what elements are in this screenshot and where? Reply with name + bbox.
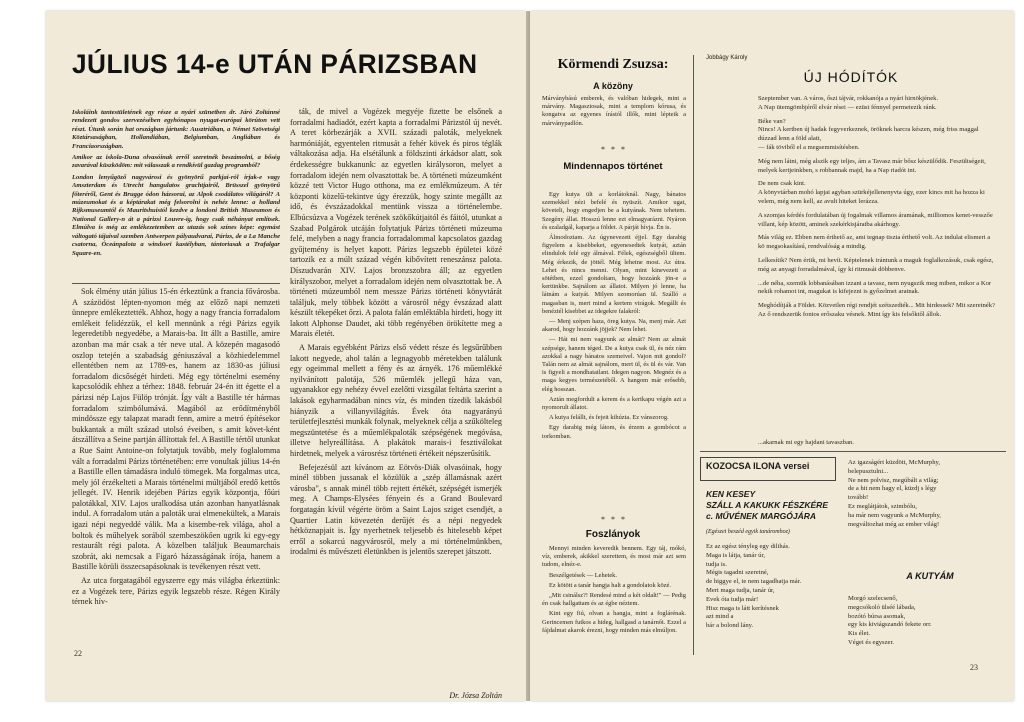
body-paragraph: Az utca forgatagából egyszerre egy más világba érkeztünk: ez a Vogézek tere, Párizs egyik legszebb része. Régen Király térnek hív- bbox=[72, 576, 280, 607]
story-paragraph: Aztán megfordult a kerem és a kertkapu végén azt a nyomorult állatot. bbox=[542, 395, 686, 412]
poet-name: Jobbágy Károly bbox=[706, 55, 748, 61]
story-paragraph: Álmodoztam. Az úgynevezett éjjel. Egy darabig figyelem a kisebbeket, egyenesedtek kutyát, aztán elindulok felé egy álmával. Félek, egészségből ültem. Még érkezik, de jöttél. Még lehetne most. Az útra. Lehet és nincs menni. Olyan, mint kinevezett a sötétben, ezzel gondoltam, hogy hozzánk jön-e a kertünkbe. Sajnálom az állatot. Milyen jó lenne, ha látnám a kutyát. Milyen szomorúan ül. Szálló a magasban is, mert mind a kertem virágok. Megállt és benéztél kisebbet az idegekre falakról: bbox=[542, 234, 686, 315]
story-paragraph: Mennyi minden keveredik bennem. Egy táj, mókó, víz, emberek, akikkel szerettem, és most már azt sem tudom, elnéz-e. bbox=[542, 545, 686, 569]
mindennapos-text bbox=[542, 191, 686, 519]
body-paragraph: A Marais egyébként Párizs első védett része és legsűrűbben lakott negyede, ahol talán a legnagyobb méretekben találunk egy ogeimmal mellett a fény és az árnyék. 176 műemlékké nyilvánított palotája, 526 műemlék jellegű háza van, ugyanakkor egy nehézy évvel ezelőtti vizsgálat feltárta szerint a lakások egyharmadában nincs víz, és minden tízedik lakásból hiányzik a villanyvilágítás. Évek óta nagyarányú területfejlesztési munkák folynak, melyeknek célja a szűkölteleg megszüntetése és a műemlékpaloták szépségének megóvása, illetve helyreállítása. A plakátok marais-i fesztiválokat hirdetnek, melyek a városrész történeti értékeit népszerűsítik. bbox=[290, 343, 502, 458]
right-page bbox=[530, 11, 1014, 701]
article-lead bbox=[72, 109, 280, 281]
kesey-subtitle: (Egészet beszéd egyik tanáromhoz) bbox=[706, 529, 790, 535]
kesey-poem: Ez az egész tényleg egy dilihás. Maga is látja, tanár úr, tudja is. Mégis tagadni szeretné, de higgye el, te nem tagadhatja már. Mert maga tudja, tanár úr, Evek óta tudja már! Hisz maga is látt kerítésnek azt mind a bár a bolond lány. bbox=[706, 543, 802, 630]
mcmurphy-poem: Az igazságért küzdött, McMurphy, belepusztulni... Ne nem polvisz, megúbált a világ; de a hit nem hagy el, küzdj s légy tovább! Ez meglátjátok, szimbólu, ha már nem vagyunk a McMurphy, megváltozhat még az ember világ! bbox=[848, 459, 941, 528]
story-paragraph: Ez kötött a tanár hangja halt a gondolatok közé. bbox=[549, 581, 671, 589]
poem-stanza: Más világ ez. Ebben nem érthető az, ami tegnap tiszta érthető volt. Az indulat elismeri a kö megsokasítású, rendvalóság a mindig. bbox=[758, 234, 991, 251]
poem-stanza: Meghódítják a Földet. Közvetlen régi rendjét szétszedték... Mit hirdessek? Mit szeretnék? Az ő rendszerük fontos erőszaku vésnek. Mint így kis felsőktől állok. bbox=[758, 302, 995, 318]
poem-body bbox=[758, 95, 998, 441]
story-paragraph: „Mit csinálsz?! Rendesé mind a két oldalt!" — Pedig én csak hallgattam és az égbe néztem. bbox=[542, 592, 686, 608]
section-heading-foszlanyok: Foszlányok bbox=[585, 529, 641, 540]
poem-stanza: A szomjas kérdés fordulatában új fogalmak villamos áramának, milliomos kenet-vesszőe villant, kép között, aminek szekérkisjáratba akárhogy. bbox=[758, 211, 993, 228]
poem-stanza: ...de néha, szemük lobbanásában izzani a tavasz, nem nyugszik meg miben, mikor a Kor nekik rohamot int, magukat is kifejezni is győzelmet aratnak. bbox=[758, 279, 992, 296]
page-number-right: 23 bbox=[970, 663, 978, 672]
article-author: Dr. Józsa Zoltán bbox=[449, 691, 502, 700]
poem-stanza: Szeptember van. A város, őszi tájvár, rokkanója a nyári hirnökjének. A Nap ütemgömbjéről elvár rései — ezüst fénnyel permetezik ránk. bbox=[758, 95, 939, 111]
body-paragraph: ták, de mivel a Vogézek megyéje fizette be elsőnek a forradalmi hadiadót, ezért kapta a forradalmi Párizstól új nevét. A teret körbezárják a XVII. századi paloták, melyeknek harmóniáját, egyentelen ritmusát a fehér kövek és piros téglák váltakozása adja. Ha elsétálunk a földszinti árkádsor alatt, sok érdekességre bukkanunk: az egyetlen királysoron, melyet a forradalom idején nem olvasztottak be. A történeti múzeumként közzé tett Victor Hugo otthona, ma ez emlékmúzeum. A tér központi közelű-tekintve úgy érezzük, hogy szinte megállt az idő, és évszázadokkal mentünk vissza a történelembe. Elbúcsúzva a Vogézek terének szökőkútjaitól és fáitól, utunkat a Szabad Polgárok utcáján folytatjuk Párizs történeti múzeuma felé, melyben a nagy francia forradalommal kapcsolatos gazdag gyűjtemény is helyet kapott. Párizs legszebb épületei közé tartozik ez a múlt század végén kibővített reneszánsz palota. Díszudvarán XIV. Lajos bronzszobra áll; az egyetlen királyszobor, melyet a forradalom idején nem olvasztottak be. A történeti múzeumból nem messze Párizs történeti könyvtárát találjuk, mely többek között a városról négy évszázad alatt készült tékepéket őrzi. A palota falán emléktábla hirdeti, hogy itt lakott Alphonse Daudet, aki több regényében örökítette meg a Marais életét. bbox=[290, 107, 502, 339]
story-paragraph: — Menj szépen haza, öreg kutya. Na, menj már. Azt akarod, hogy hozzánk jöjjek? Nem lehet. bbox=[542, 318, 686, 334]
section-stars: * * * bbox=[601, 515, 627, 524]
article-headline: JÚLIUS 14-e UTÁN PÁRIZSBAN bbox=[72, 49, 478, 79]
body-paragraph: Sok élmény után július 15-én érkeztünk a francia fővárosba. A százödöst lépten-nyomon még az előző napi nemzeti ünnepre emlékeztették. Ahhoz, hogy a nagy francia forradalom emlékeit felidézzük, el kell mennünk a régi Párizs egyik legeredetibb negyedébe, a Marais-ba. Itt állt a Bastille, amire azonban ma már csak a tér neve utal. A közepén magasodó oszlop tetején a szabadság géniuszával a közhiedelemmel ellentétben nem az 1789-es, hanem az 1830-as júliusi forradalom dicsőségét hirdeti. Még egy történelmi esemény kapcsolódik ehhez a térhez: 1848. február 24-én itt égette el a párizsi nép Lajos Fülöp trónját. Így vált a Bastille tér hármas forradalom szimbólumává. Magából az erődítményből mindössze egy talapzat maradt fenn, amire a metró építésekor bukkantak a múlt század utolsó éveiben, s amit követ-ként átszállítva a Seine partján állítottak fel. A Bastille tértől utunkat a Rue Saint Antoine-on folytatjuk tovább, mely foglalomma vált a forradalmi Párizs történetében: erre vonultak július 14-én a Bastille ellen támadásra induló tömegek. Ma forgalmas utca, mely jól érzékelteti a Marais történelmi múltjából eredő kettős jellegét. IV. Henrik idejében Párizs egyik központja, főúri palotákkal, XIV. Lajos uralkodása után azonban hanyatlásnak indul. A forradalom után a paloták urai elmenekültek, a Marais igazi népi negyeddé válik. Ma a kisembe-rek világa, ahol a boltok és műhelyek sorából szembeszökően ugrik ki egy-egy restaurált régi palota. A közelben találjuk Beaumarchais szobrát, aki nemcsak a Figaró házasságának írója, hanem a Bastille körüli összecsapásoknak is tevékenyen részt vett. bbox=[72, 287, 280, 572]
lead-paragraph: Iskoláink tantestületének egy része a nyári szünetben dr. Járó Zoltánné rendezett gondos szervezésében egyhónapos nyugat-európai körúton vett részt. Útunk során hat országban jártunk: Ausztriában, a Német Szövetségi Köztársaságban, Hollandiában, Belgiumban, Angliában és Franciaországban. bbox=[72, 109, 280, 150]
section-stars: * * * bbox=[601, 145, 627, 154]
page-number-left: 22 bbox=[74, 649, 82, 658]
poem-stanza: Lelkesítik? Nem értik, mi hevít. Képtelenek irántunk a maguk foglalkozásuk, csak egész, még az anyagi forradalmával, így ki ritmusát döbbenve. bbox=[758, 256, 994, 273]
lead-paragraph: Amikor az iskola-Duna olvasóinak erről szeretnék beszámolni, a bőség zavarával küszködöm: mit válasszak a rendkívül gazdag programból? bbox=[72, 154, 280, 170]
article-column-1 bbox=[72, 287, 280, 655]
dog-poem: Morgó szelecsenő, megcsókoló ülséé lábada, bozótó búrsa asomak, egy kis kiviágszandó fekete orr. Kis élet. Végei és egyszer. bbox=[848, 595, 932, 646]
lead-paragraph: London lenyűgöző nagyvárosi és gyönyörű parkjai-ról írjak-e vagy Amszterdam és Utrecht hangulatos grachtjairól, Brüsszel gyönyörű főteréről, Gent és Brugge ódon házsorai, az Alpok csodálatos világáról? A múzeumokat és a képtárakat még felsorolni is nehéz lenne: a holland Rijksmuseumtól és Mauritshuistól kezdve a londoni British Museumon és National Gallery-n át a párizsi Louvre-ig, hogy csak néhányat említsek. Elmúlva is még az emlékezetemben az utazás sok színes képe: egymást váltogató tájaival szemben Antwerpen pályaudvarai, Párizs, de a La Manche csatorna, Óceánpalota a windsori kastélyban, tántoriasak a Trafalgar Square-en. bbox=[72, 173, 280, 257]
poem-stanza: Még nem látni, még alszik egy teljes, ám a Tavasz már bősz készülődik. Feszültségeit, melyek kertjeinkben, s robbannak majd, ha a Nap riadót int. bbox=[758, 157, 986, 174]
article-column-2 bbox=[290, 107, 502, 701]
story-paragraph: — Hát mi nem vagyunk az almát? Nem az almát szépsége, hanem téged. De a kutya csak ül, és néz rám azokkal a nagy bánatos szemeivel. Vajon mit gondol? Talán nem az almát sajnálom, mert ül, és ül és vár. Van is figyeli a mondhatatlant. Idegen nagyon. Megnéz és a maga kegyes természetéből. A hangom már erősebb, elég hosszan. bbox=[542, 336, 686, 393]
story-paragraph: Egy darabig még látom, és érzem a gombócot a torkomban. bbox=[542, 424, 686, 440]
story-paragraph: Egy kutya ült a korlátoknál. Nagy, bánatos szemekkel nézi befelé és nyüszít. Amikor ugat, követeli, hogy engedjen be a kutyának. Nem tehetem. Szegény állat. Hosszú lenne ezt elmagyarázni. Nyáron és szaladgál, kaparja a földet. A párját hívja. Én is. bbox=[542, 191, 686, 231]
section-divider bbox=[700, 451, 1006, 452]
story-paragraph: A kutya felállt, és fejeit kihúzta. Ez vánszorog. bbox=[549, 414, 669, 422]
body-paragraph: Befejezésül azt kívánom az Eötvös-Diák olvasóinak, hogy minél többen jussanak el közülük a „szép államásnak azért városba", s annak minél több rejtett értékét, szépségét ismerjék meg. A Champs-Elysées fényein és a Grand Boulevard forgatagán kívül végérte öröm a Saint Lajos sziget csendjét, a Quartier Latin kövezetén derűjét és a népi negyedek hétköznapjait is. Így nyerhetnek teljesebb és hitelesebb képet erről a sokarcú nagyvárosról, mely a mi történelmünkben, irodalmi és művészeti életünkben is jelentős szerepet játszott. bbox=[290, 462, 502, 557]
section-heading-kozony: A közöny bbox=[593, 81, 633, 91]
kozony-text: Márványbású emberek, és valóban hidegek, mint a márvány. Magasztosak, mint a templom kórusa, és kongatva az egyenes írástól illők, mint lépteik a márványpadlón. bbox=[542, 95, 686, 127]
section-heading-mindennapos: Mindennapos történet bbox=[563, 161, 663, 172]
column-divider bbox=[693, 55, 694, 655]
dog-poem-title: A KUTYÁM bbox=[906, 571, 954, 581]
foszlanyok-text bbox=[542, 545, 686, 649]
left-page bbox=[46, 11, 526, 701]
poem-footer: ...akarnak mi egy hajdani tavaszban. bbox=[758, 439, 854, 446]
poem-stanza: De nem csak kint. A könyvtárban mohó lapjai agyban szürkéjellenenyvta úgy, ezer kincs mit ha hozza ki velem, még nem kell, az avult hiteket lerázza. bbox=[758, 180, 985, 205]
poem-stanza: Béke van? Nincs! A kertben új hadak fegyverkeznek, öröknek harcra készen, még friss maggal dúzzad lenn a föld alatt, — fák töviből el a megsemmisítésben. bbox=[758, 117, 979, 151]
kesey-author: KOZOCSA ILONA versei bbox=[706, 461, 810, 471]
section-author-title: Körmendi Zsuzsa: bbox=[557, 57, 669, 72]
poem-title: ÚJ HÓDÍTÓK bbox=[803, 69, 899, 85]
lead-divider bbox=[72, 283, 280, 284]
kesey-title: KEN KESEY SZÁLL A KAKUKK FÉSZKÉRE c. MŰVÉNEK MARGÓJÁRA bbox=[706, 489, 828, 521]
story-paragraph: Beszélgetések — Lehetek. bbox=[549, 571, 617, 579]
story-paragraph: Kint egy fiú, olvan a hangja, mint a foglárénak. Gerincemen futkos a hideg, hallgasd a tanárnőt. Ezzel a fájdalmat akarok érezni, hogy minden más elmúljon. bbox=[542, 610, 686, 634]
